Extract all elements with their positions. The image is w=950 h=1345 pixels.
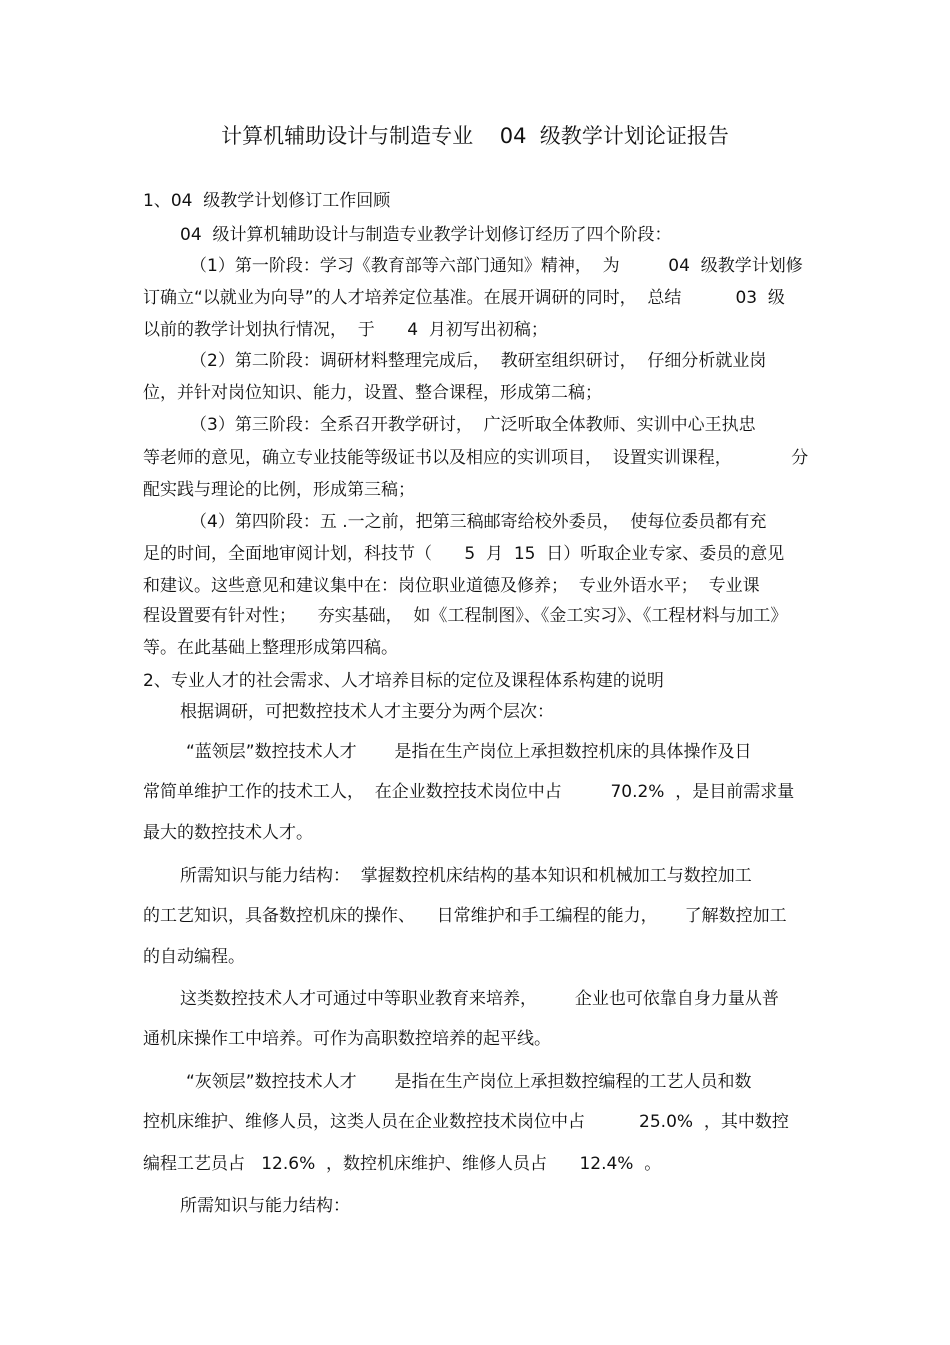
paragraph-line: 最大的数控技术人才。 bbox=[143, 823, 313, 843]
paragraph-line: （1）第一阶段：学习《教育部等六部门通知》精神， 为 04 级教学计划修 bbox=[190, 256, 803, 276]
paragraph-line: “蓝领层”数控技术人才 是指在生产岗位上承担数控机床的具体操作及日 bbox=[186, 742, 752, 762]
paragraph-line: “灰领层”数控技术人才 是指在生产岗位上承担数控编程的工艺人员和数 bbox=[186, 1072, 752, 1092]
paragraph-line: （3）第三阶段：全系召开教学研讨， 广泛听取全体教师、实训中心王执忠 bbox=[190, 415, 756, 435]
paragraph-line: 根据调研，可把数控技术人才主要分为两个层次： bbox=[180, 702, 554, 722]
paragraph-line: 常简单维护工作的技术工人， 在企业数控技术岗位中占 70.2% ，是目前需求量 bbox=[143, 782, 795, 802]
document-title: 计算机辅助设计与制造专业 04 级教学计划论证报告 bbox=[221, 124, 729, 148]
paragraph-line: 位，并针对岗位知识、能力，设置、整合课程，形成第二稿； bbox=[143, 383, 602, 403]
paragraph-line: 以前的教学计划执行情况， 于 4 月初写出初稿； bbox=[143, 320, 548, 340]
section-heading-1: 1、04 级教学计划修订工作回顾 bbox=[143, 191, 391, 211]
paragraph-line: 所需知识与能力结构： bbox=[180, 1196, 350, 1216]
paragraph-line: 配实践与理论的比例，形成第三稿； bbox=[143, 480, 415, 500]
paragraph-line: 的工艺知识，具备数控机床的操作、 日常维护和手工编程的能力， 了解数控加工 bbox=[143, 906, 787, 926]
paragraph-line: 和建议。这些意见和建议集中在：岗位职业道德及修养； 专业外语水平； 专业课 bbox=[143, 576, 760, 596]
paragraph-line: 通机床操作工中培养。可作为高职数控培养的起平线。 bbox=[143, 1029, 551, 1049]
paragraph-line: 的自动编程。 bbox=[143, 947, 245, 967]
paragraph-line: 这类数控技术人才可通过中等职业教育来培养， 企业也可依靠自身力量从普 bbox=[180, 989, 779, 1009]
paragraph-line: 程设置要有针对性； 夯实基础， 如《工程制图》、《金工实习》、《工程材料与加工》 bbox=[143, 606, 788, 626]
paragraph-line: 等。在此基础上整理形成第四稿。 bbox=[143, 638, 398, 658]
paragraph-line: （2）第二阶段：调研材料整理完成后， 教研室组织研讨， 仔细分析就业岗 bbox=[190, 351, 767, 371]
section-heading-2: 2、专业人才的社会需求、人才培养目标的定位及课程体系构建的说明 bbox=[143, 671, 664, 691]
paragraph-line: 04 级计算机辅助设计与制造专业教学计划修订经历了四个阶段： bbox=[180, 225, 672, 245]
paragraph-line: 编程工艺员占 12.6% ，数控机床维护、维修人员占 12.4% 。 bbox=[143, 1154, 662, 1174]
paragraph-line: 订确立“以就业为向导”的人才培养定位基准。在展开调研的同时， 总结 03 级 bbox=[143, 288, 785, 308]
paragraph-line: 等老师的意见，确立专业技能等级证书以及相应的实训项目， 设置实训课程， 分 bbox=[143, 448, 809, 468]
paragraph-line: 控机床维护、维修人员，这类人员在企业数控技术岗位中占 25.0% ，其中数控 bbox=[143, 1112, 789, 1132]
paragraph-line: （4）第四阶段：五 .一之前，把第三稿邮寄给校外委员， 使每位委员都有充 bbox=[190, 512, 767, 532]
paragraph-line: 所需知识与能力结构： 掌握数控机床结构的基本知识和机械加工与数控加工 bbox=[180, 866, 752, 886]
paragraph-line: 足的时间，全面地审阅计划，科技节（ 5 月 15 日）听取企业专家、委员的意见 bbox=[143, 544, 785, 564]
